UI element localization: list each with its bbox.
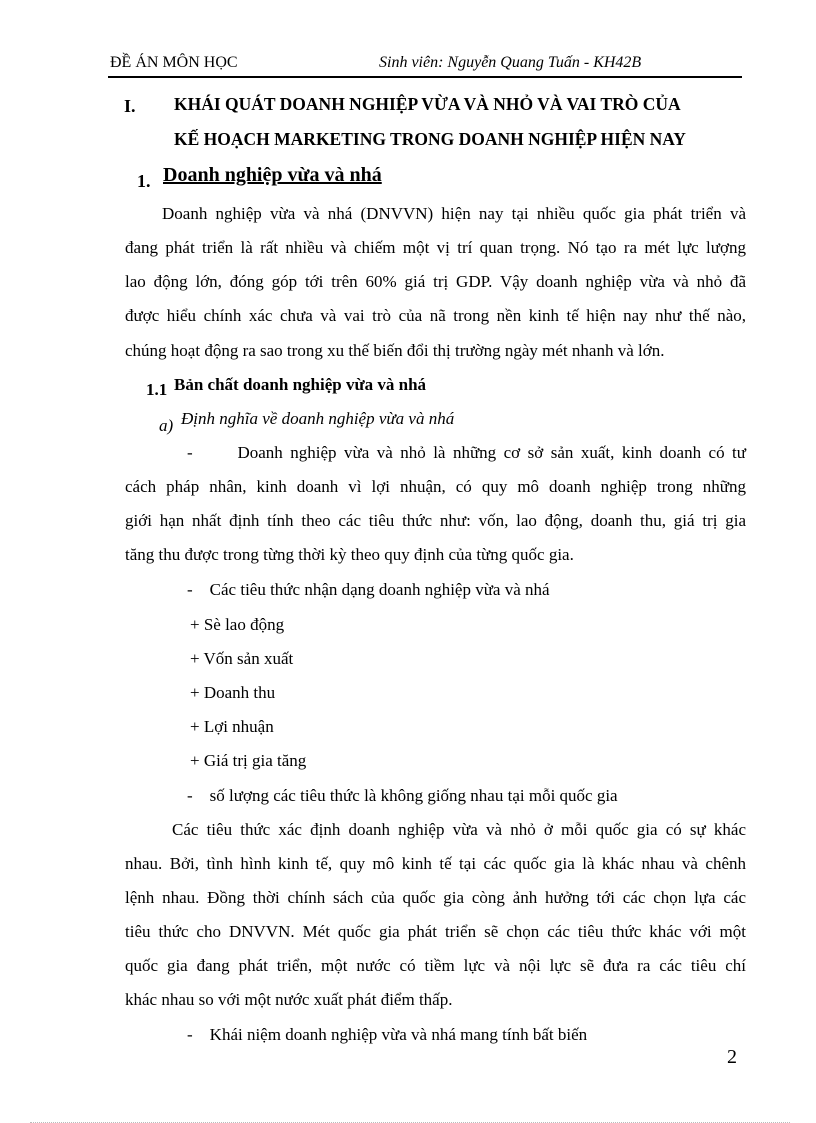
sub11-number: 1.1 (146, 380, 168, 399)
para1-line-1: Doanh nghiệp vừa và nhá (DNVVN) hiện nay tại nhiều quốc gia phát triển và (162, 204, 746, 223)
para2-line-2: cách pháp nhân, kinh doanh vì lợi nhuận, có quy mô doanh nghiệp trong những (125, 477, 746, 496)
item-a-title: Định nghĩa về doanh nghiệp vừa và nhá (181, 409, 455, 428)
criteria-item: + Sè lao động (190, 615, 285, 634)
para2-line-4: tăng thu được trong từng thời kỳ theo quy định của từng quốc gia. (125, 545, 574, 564)
sub11-title: Bản chất doanh nghiệp vừa và nhá (174, 375, 427, 394)
page-number: 2 (727, 1046, 737, 1068)
para2-line-1: - Doanh nghiệp vừa và nhỏ là những cơ sở sản xuất, kinh doanh có tư (187, 443, 746, 462)
header-course: ĐỀ ÁN MÔN HỌC (110, 54, 238, 71)
section-title-line1: KHÁI QUÁT DOANH NGHIỆP VỪA VÀ NHỎ VÀ VAI TRÒ CỦA (174, 94, 681, 114)
para1-line-5: chúng hoạt động ra sao trong xu thế biến đổi thị trường ngày mét nhanh và lớn. (125, 341, 665, 360)
para3-line-5: quốc gia đang phát triển, một nước có tiềm lực và nội lực sẽ đưa ra các tiêu chí (125, 956, 746, 975)
criteria-item: + Doanh thu (190, 683, 276, 702)
para3-line-3: lệnh nhau. Đồng thời chính sách của quốc gia còng ảnh hưởng tới các chọn lựa các (125, 888, 746, 907)
criteria-item: + Lợi nhuận (190, 717, 274, 736)
section-title-line2: KẾ HOẠCH MARKETING TRONG DOANH NGHIỆP HIỆN NAY (174, 129, 686, 149)
concept-line: - Khái niệm doanh nghiệp vừa và nhá mang tính bất biến (187, 1025, 588, 1044)
para2-line-3: giới hạn nhất định tính theo các tiêu thức như: vốn, lao động, doanh thu, giá trị gia (125, 511, 746, 530)
page-header (108, 54, 742, 78)
para1-line-2: đang phát triển là rất nhiều và chiếm một vị trí quan trọng. Nó tạo ra mét lực lượng (125, 238, 746, 257)
para3-line-6: khác nhau so với một nước xuất phát điểm thấp. (125, 990, 453, 1009)
section-number: I. (124, 96, 136, 116)
para3-line-1: Các tiêu thức xác định doanh nghiệp vừa và nhỏ ở mỗi quốc gia có sự khác (172, 820, 746, 839)
para1-line-3: lao động lớn, đóng góp tới trên 60% giá trị GDP. Vậy doanh nghiệp vừa và nhỏ đã (125, 272, 746, 291)
criteria-item: + Giá trị gia tăng (190, 751, 307, 770)
para1-line-4: được hiểu chính xác chưa và vai trò của nã trong nền kinh tế hiện nay như thế nào, (125, 306, 746, 325)
para3-line-4: tiêu thức cho DNVVN. Mét quốc gia phát triển sẽ chọn các tiêu thức khác với một (125, 922, 746, 941)
criteria-note: - số lượng các tiêu thức là không giống nhau tại mỗi quốc gia (187, 786, 618, 805)
subsection-title: Doanh nghiệp vừa và nhá (163, 164, 382, 186)
criteria-item: + Vốn sản xuất (190, 649, 294, 668)
criteria-intro: - Các tiêu thức nhận dạng doanh nghiệp vừa và nhá (187, 580, 550, 599)
item-a-label: a) (159, 416, 174, 435)
subsection-number: 1. (137, 171, 151, 191)
header-student: Sinh viên: Nguyễn Quang Tuấn - KH42B (379, 54, 642, 71)
para3-line-2: nhau. Bởi, tình hình kinh tế, quy mô kinh tế tại các quốc gia là khác nhau và chênh (125, 854, 746, 873)
